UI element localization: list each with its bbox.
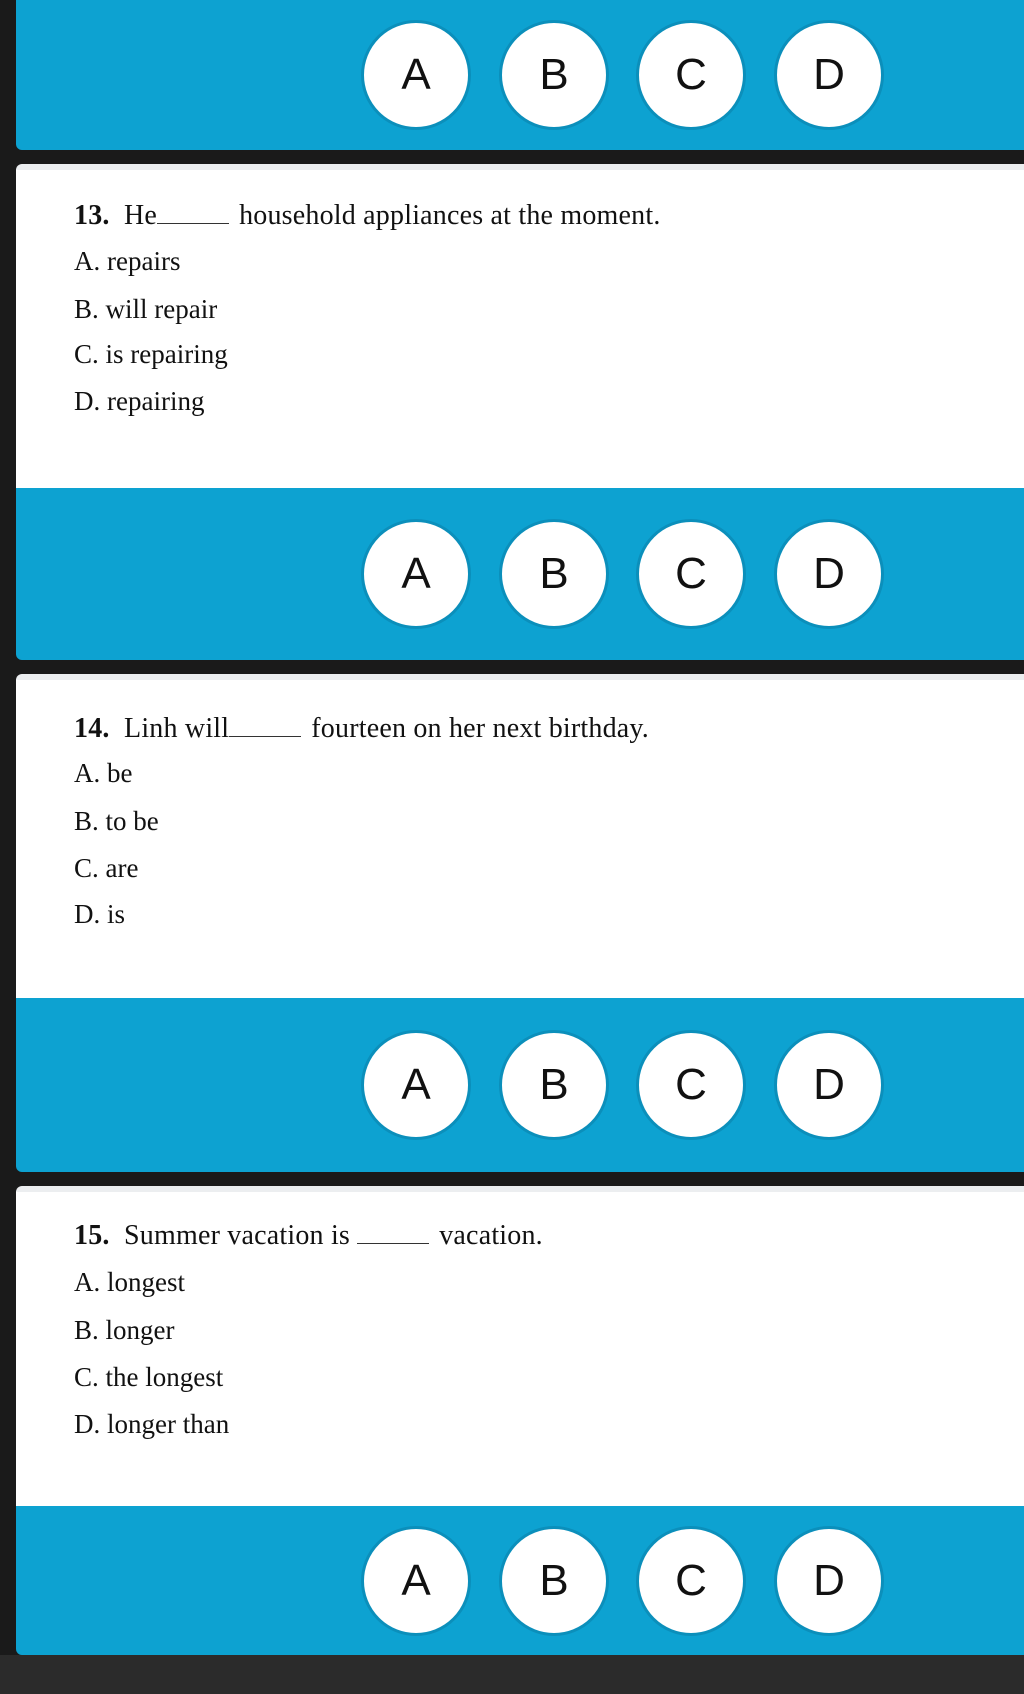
choice-a: A. be [74, 758, 133, 788]
answer-blank [229, 714, 301, 737]
answer-option-a-button[interactable]: A [361, 20, 471, 130]
answer-option-a-button[interactable]: A [361, 1030, 471, 1140]
answer-option-b-button[interactable]: B [499, 1030, 609, 1140]
answer-bar-top [16, 0, 1024, 150]
question-card-13 [16, 164, 1024, 488]
choice-a: A. repairs [74, 246, 181, 276]
choice-b: B. to be [74, 806, 159, 836]
answer-option-c-button[interactable]: C [636, 1030, 746, 1140]
choice-d: D. longer than [74, 1409, 230, 1439]
answer-option-b-button[interactable]: B [499, 519, 609, 629]
answer-blank [157, 201, 229, 224]
choice-c: C. is repairing [74, 339, 228, 369]
question-stem [74, 200, 661, 232]
question-stem [74, 1220, 543, 1252]
answer-option-d-button[interactable]: D [774, 1030, 884, 1140]
question-card-14 [16, 674, 1024, 998]
choice-a: A. longest [74, 1267, 185, 1297]
question-text-after: vacation. [439, 1220, 543, 1251]
choice-c: C. the longest [74, 1362, 224, 1392]
question-text-before: Summer vacation is [124, 1220, 351, 1251]
answer-option-a-button[interactable]: A [361, 1526, 471, 1636]
answer-bar-14 [16, 998, 1024, 1172]
question-number: 15. [74, 1220, 110, 1251]
answer-option-c-button[interactable]: C [636, 519, 746, 629]
choice-c: C. are [74, 853, 139, 883]
choice-b: B. will repair [74, 294, 218, 324]
question-text-before: He [124, 200, 158, 231]
answer-option-b-button[interactable]: B [499, 20, 609, 130]
answer-option-b-button[interactable]: B [499, 1526, 609, 1636]
choice-d: D. is [74, 899, 126, 929]
choice-d: D. repairing [74, 386, 205, 416]
answer-option-d-button[interactable]: D [774, 1526, 884, 1636]
question-text-after: household appliances at the moment. [239, 200, 661, 231]
question-text-after: fourteen on her next birthday. [311, 713, 649, 744]
answer-option-d-button[interactable]: D [774, 20, 884, 130]
question-number: 13. [74, 200, 110, 231]
question-number: 14. [74, 713, 110, 744]
question-card-15 [16, 1186, 1024, 1506]
left-frame [0, 0, 16, 1694]
answer-option-a-button[interactable]: A [361, 519, 471, 629]
answer-option-c-button[interactable]: C [636, 20, 746, 130]
bottom-frame [0, 1655, 1024, 1694]
answer-option-d-button[interactable]: D [774, 519, 884, 629]
answer-blank [357, 1221, 429, 1244]
answer-bar-13 [16, 488, 1024, 660]
answer-option-c-button[interactable]: C [636, 1526, 746, 1636]
question-stem [74, 713, 649, 745]
choice-b: B. longer [74, 1315, 175, 1345]
answer-bar-15 [16, 1506, 1024, 1655]
question-text-before: Linh will [124, 713, 230, 744]
